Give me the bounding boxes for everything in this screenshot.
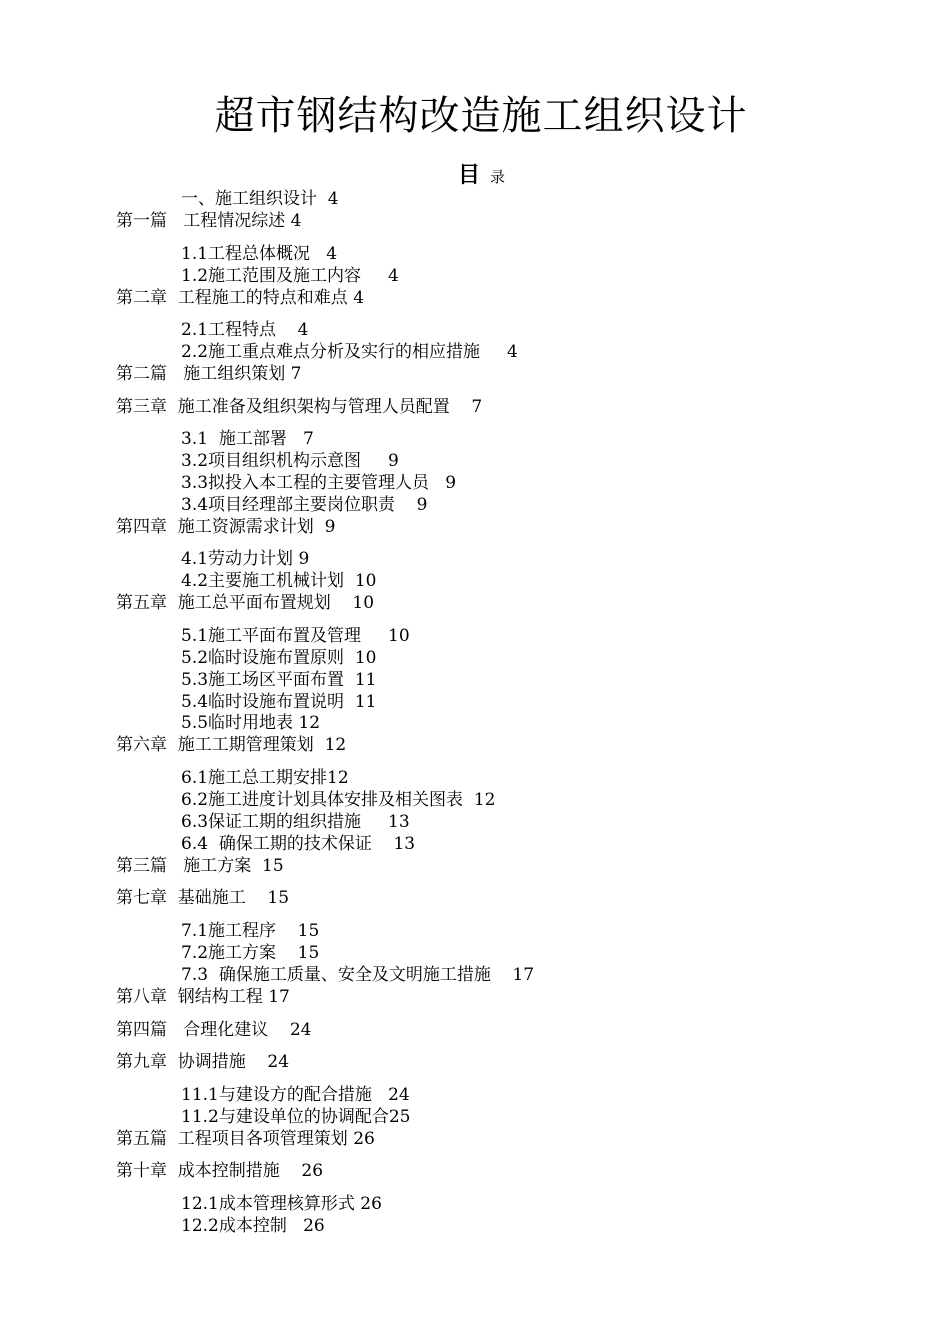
toc-chapter-entry[interactable]: 第一篇 工程情况综述 4 — [116, 211, 302, 231]
toc-chapter-entry[interactable]: 第八章 钢结构工程 17 — [116, 987, 290, 1007]
toc-section-entry[interactable]: 2.1工程特点 4 — [181, 320, 309, 340]
toc-section-entry[interactable]: 4.2主要施工机械计划 10 — [181, 571, 377, 591]
toc-chapter-entry[interactable]: 第五章 施工总平面布置规划 10 — [116, 593, 375, 613]
toc-section-entry[interactable]: 5.5临时用地表 12 — [181, 713, 321, 733]
toc-section-entry[interactable]: 11.2与建设单位的协调配合25 — [181, 1107, 411, 1127]
toc-chapter-entry[interactable]: 第四篇 合理化建议 24 — [116, 1020, 312, 1040]
toc-chapter-entry[interactable]: 第十章 成本控制措施 26 — [116, 1161, 324, 1181]
toc-section-entry[interactable]: 5.3施工场区平面布置 11 — [181, 670, 377, 690]
toc-chapter-entry[interactable]: 第三章 施工准备及组织架构与管理人员配置 7 — [116, 397, 483, 417]
toc-section-entry[interactable]: 6.2施工进度计划具体安排及相关图表 12 — [181, 790, 496, 810]
toc-chapter-entry[interactable]: 第三篇 施工方案 15 — [116, 856, 284, 876]
toc-section-entry[interactable]: 6.3保证工期的组织措施 13 — [181, 812, 410, 832]
toc-section-entry[interactable]: 7.3 确保施工质量、安全及文明施工措施 17 — [181, 965, 535, 985]
toc-chapter-entry[interactable]: 第九章 协调措施 24 — [116, 1052, 290, 1072]
toc-heading-small: 录 — [490, 168, 506, 186]
toc-section-entry[interactable]: 11.1与建设方的配合措施 24 — [181, 1085, 410, 1105]
document-title: 超市钢结构改造施工组织设计 — [214, 93, 748, 139]
toc-section-entry[interactable]: 1.1工程总体概况 4 — [181, 244, 338, 264]
toc-chapter-entry[interactable]: 第二篇 施工组织策划 7 — [116, 364, 302, 384]
toc-chapter-entry[interactable]: 第七章 基础施工 15 — [116, 888, 290, 908]
toc-section-entry[interactable]: 3.1 施工部署 7 — [181, 429, 314, 449]
toc-section-entry[interactable]: 3.3拟投入本工程的主要管理人员 9 — [181, 473, 457, 493]
toc-section-entry[interactable]: 一、施工组织设计 4 — [181, 189, 339, 209]
toc-section-entry[interactable]: 12.1成本管理核算形式 26 — [181, 1194, 382, 1214]
toc-section-entry[interactable]: 7.2施工方案 15 — [181, 943, 320, 963]
toc-heading-main: 目 — [458, 163, 481, 188]
toc-section-entry[interactable]: 12.2成本控制 26 — [181, 1216, 325, 1236]
toc-chapter-entry[interactable]: 第二章 工程施工的特点和难点 4 — [116, 288, 365, 308]
toc-section-entry[interactable]: 3.2项目组织机构示意图 9 — [181, 451, 399, 471]
toc-section-entry[interactable]: 5.1施工平面布置及管理 10 — [181, 626, 410, 646]
toc-chapter-entry[interactable]: 第五篇 工程项目各项管理策划 26 — [116, 1129, 375, 1149]
toc-section-entry[interactable]: 4.1劳动力计划 9 — [181, 549, 310, 569]
toc-section-entry[interactable]: 7.1施工程序 15 — [181, 921, 320, 941]
toc-section-entry[interactable]: 5.4临时设施布置说明 11 — [181, 692, 377, 712]
toc-section-entry[interactable]: 6.4 确保工期的技术保证 13 — [181, 834, 416, 854]
toc-section-entry[interactable]: 2.2施工重点难点分析及实行的相应措施 4 — [181, 342, 518, 362]
toc-chapter-entry[interactable]: 第六章 施工工期管理策划 12 — [116, 735, 347, 755]
toc-section-entry[interactable]: 5.2临时设施布置原则 10 — [181, 648, 377, 668]
toc-section-entry[interactable]: 6.1施工总工期安排12 — [181, 768, 349, 788]
toc-heading — [458, 162, 505, 191]
toc-chapter-entry[interactable]: 第四章 施工资源需求计划 9 — [116, 517, 336, 537]
toc-section-entry[interactable]: 1.2施工范围及施工内容 4 — [181, 266, 399, 286]
toc-section-entry[interactable]: 3.4项目经理部主要岗位职责 9 — [181, 495, 428, 515]
